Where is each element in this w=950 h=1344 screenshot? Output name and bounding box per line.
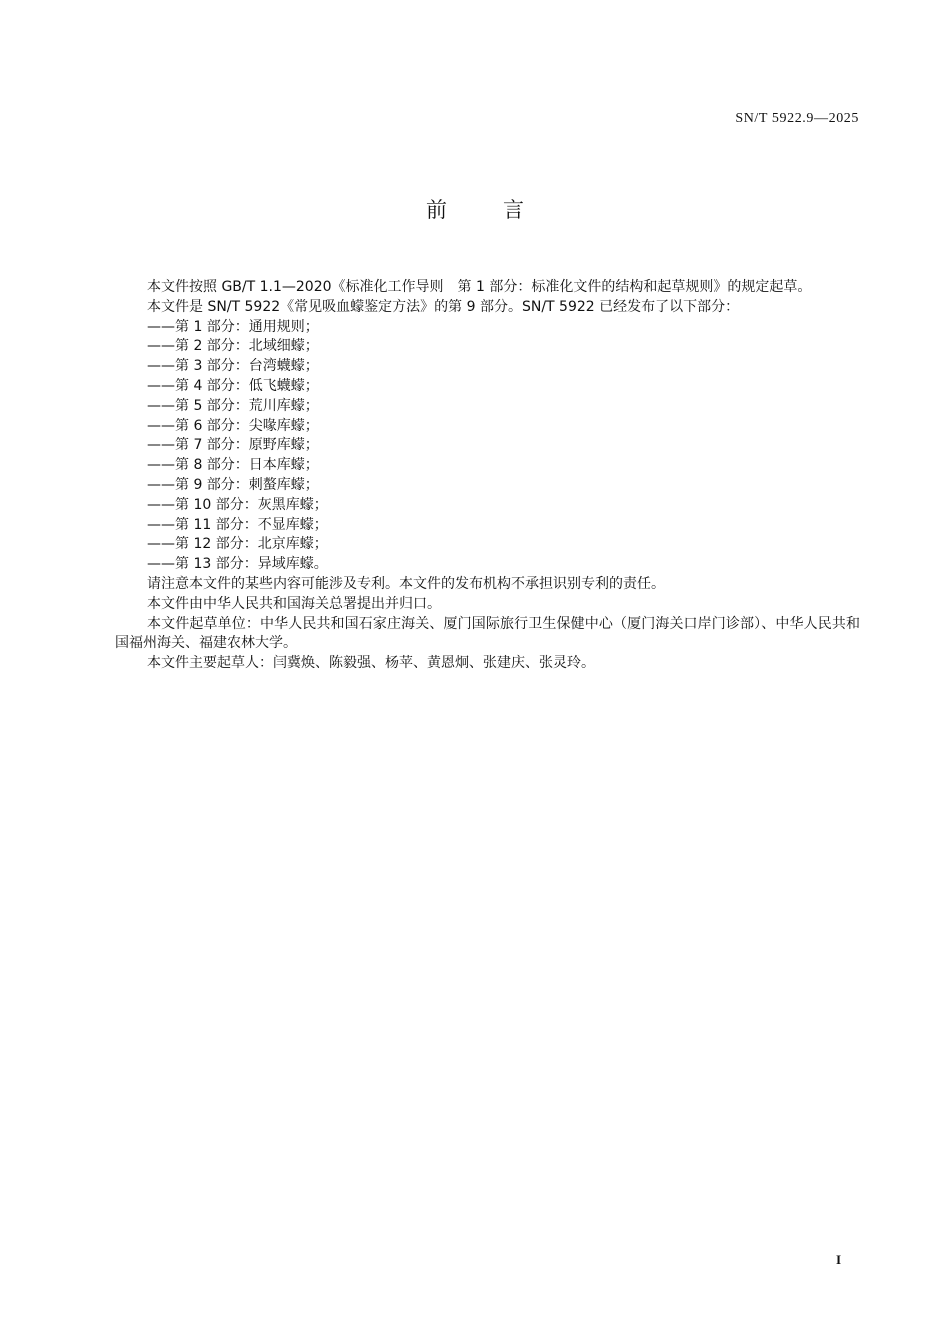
list-item: ——第 4 部分：低飞蠛蠓；: [147, 377, 319, 394]
drafting-basis-paragraph: 本文件按照 GB/T 1.1—2020《标准化工作导则 第 1 部分：标准化文件的结构和起草规则》的规定起草。: [147, 279, 812, 295]
list-item: ——第 7 部分：原野库蠓；: [147, 437, 319, 454]
list-item: ——第 3 部分：台湾蠛蠓；: [147, 358, 319, 375]
list-item: ——第 8 部分：日本库蠓；: [147, 457, 319, 474]
list-item: ——第 1 部分：通用规则；: [147, 318, 319, 335]
list-item: ——第 10 部分：灰黑库蠓；: [147, 496, 328, 513]
document-code: SN/T 5922.9—2025: [735, 111, 859, 126]
list-item: ——第 6 部分：尖喙库蠓；: [147, 417, 319, 434]
list-item: ——第 9 部分：刺螯库蠓；: [147, 476, 319, 493]
list-item: ——第 2 部分：北域细蠓；: [147, 338, 319, 355]
page-number: I: [836, 1252, 842, 1267]
drafting-units-paragraph: 本文件起草单位：中华人民共和国石家庄海关、厦门国际旅行卫生保健中心（厦门海关口岸门诊部）、中华人民共和国福州海关、福建农林大学。: [115, 615, 860, 652]
proposer-paragraph: 本文件由中华人民共和国海关总署提出并归口。: [147, 595, 441, 612]
list-item: ——第 5 部分：荒川库蠓；: [147, 397, 319, 414]
list-item: ——第 12 部分：北京库蠓；: [147, 536, 328, 553]
series-paragraph: 本文件是 SN/T 5922《常见吸血蠓鉴定方法》的第 9 部分。SN/T 5922 已经发布了以下部分：: [147, 298, 740, 315]
foreword-body: [115, 278, 860, 674]
patent-notice-paragraph: 请注意本文件的某些内容可能涉及专利。本文件的发布机构不承担识别专利的责任。: [147, 575, 665, 592]
list-item: ——第 13 部分：异域库蠓。: [147, 556, 328, 573]
page-title: 前言: [426, 198, 580, 222]
list-item: ——第 11 部分：不显库蠓；: [147, 516, 328, 533]
drafters-paragraph: 本文件主要起草人：闫冀焕、陈毅强、杨苹、黄恩炯、张建庆、张灵玲。: [147, 655, 595, 672]
